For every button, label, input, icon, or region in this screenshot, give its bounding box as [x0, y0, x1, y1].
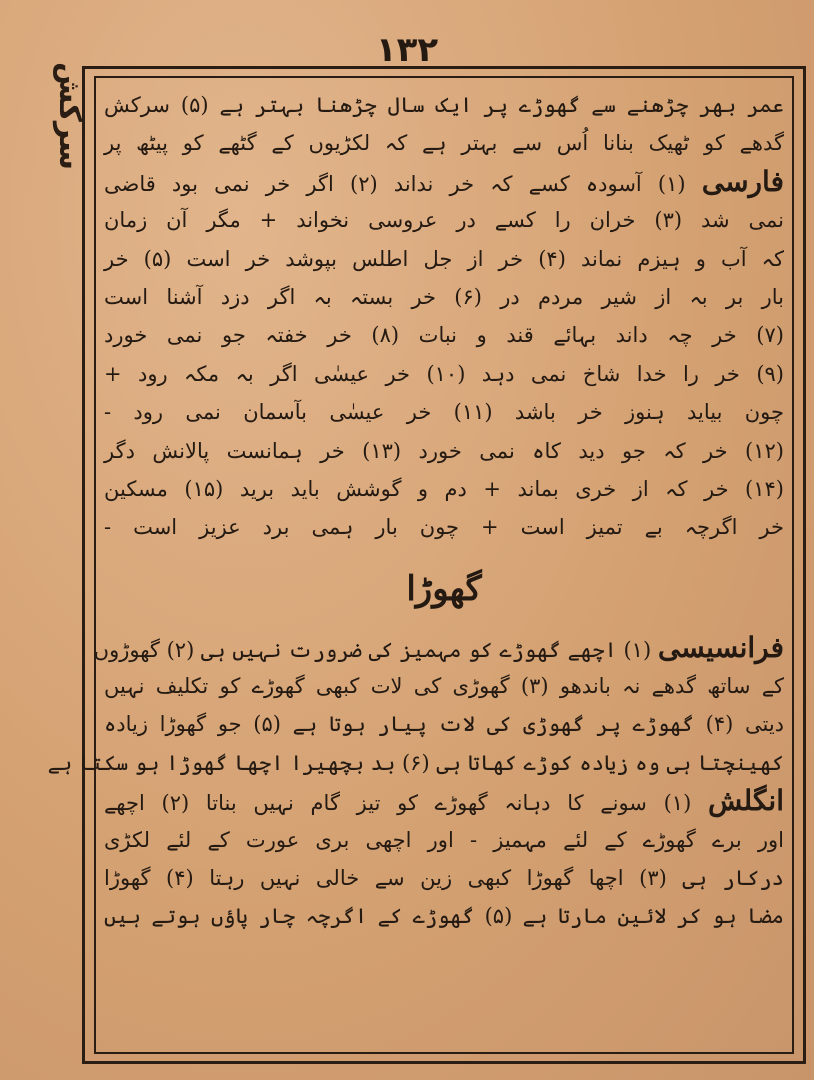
language-label-english: انگلش [707, 784, 784, 818]
text-line: کھینچتا ہی وہ زیادہ کوڑے کھاتا ہی (۶) بد بچھیرا اچھا گھوڑا ہو سکتا ہے [47, 750, 784, 775]
text-line-content: (۱) سونے کا دہانہ گھوڑے کو تیز گام نہیں بناتا (۲) اچھے [104, 791, 692, 816]
text-line: مضا ہو کر لائین مارتا ہے (۵) گھوڑے کے اگرچہ چار پاؤں ہوتے ہیں [104, 904, 784, 929]
text-line-content: (۱) آسودہ کسے کہ خر نداند (۲) اگر خر نمی بود قاضی [104, 171, 686, 196]
language-label-farsi: فارسی [701, 164, 784, 198]
text-line [104, 782, 784, 820]
page-number: ۱۳۲ [375, 30, 439, 70]
text-line: چون بیاید ہنوز خر باشد (۱۱) خر عیسٰی بآسمان نمی رود - [104, 400, 784, 425]
section-heading: گھوڑا [406, 568, 482, 609]
text-line: کے ساتھ گدھے نہ باندھو (۳) گھوڑی کی لات کبھی گھوڑے کو تکلیف نہیں [104, 674, 784, 699]
text-line: (۱۲) خر کہ جو دید کاہ نمی خورد (۱۳) خر ہمانست پالانش دگر [104, 438, 784, 463]
text-line-content: (۱) اچھے گھوڑے کو مہمیز کی ضرورت نہیں ہی (۲) گھوڑوں [93, 637, 652, 662]
text-line: بار بر بہ از شیر مردم در (۶) خر بستہ بہ اگر دزد آشنا است [104, 284, 784, 309]
language-label-french: فرانسیسی [657, 630, 784, 664]
margin-annotation: سرکش [52, 62, 87, 171]
text-line: نمی شد (۳) خران را کسے در عروسی نخواند + مگر آن زمان [104, 208, 785, 233]
text-line: گدھے کو ٹھیک بنانا اُس سے بہتر ہے کہ لکڑیوں کے گٹھے کو پیٹھ پر [104, 131, 784, 156]
text-line: کہ آب و ہیزم نماند (۴) خر از جل اطلس بپوشد خر است (۵) خر [104, 246, 784, 271]
text-line: (۱۴) خر کہ از خری بماند + دم و گوشش باید برید (۱۵) مسکین [104, 476, 784, 501]
text-line [104, 163, 784, 201]
text-line: درکار ہی (۳) اچھا گھوڑا کبھی زین سے خالی نہیں رہتا (۴) گھوڑا [104, 866, 784, 891]
text-line: (۹) خر را خدا شاخ نمی دہد (۱۰) خر عیسٰی اگر بہ مکہ رود + [104, 361, 784, 386]
page-body [47, 86, 785, 936]
text-line: عمر بھر چڑھنے سے گھوڑے پر ایک سال چڑھنا بہتر ہے (۵) سرکش [104, 93, 784, 117]
text-line: اور برے گھوڑے کے لئے مہمیز - اور اچھی بری عورت کے لئے لکڑی [104, 827, 784, 852]
text-line: خر اگرچہ بے تمیز است + چون بار ہمی برد عزیز است - [104, 515, 784, 540]
text-line: دیتی (۴) گھوڑے پر گھوڑی کی لات پیار ہوتا ہے (۵) جو گھوڑا زیادہ [104, 712, 785, 737]
text-line [93, 629, 784, 667]
text-line: (۷) خر چہ داند بہائے قند و نبات (۸) خر خفتہ جو نمی خورد [104, 323, 784, 348]
